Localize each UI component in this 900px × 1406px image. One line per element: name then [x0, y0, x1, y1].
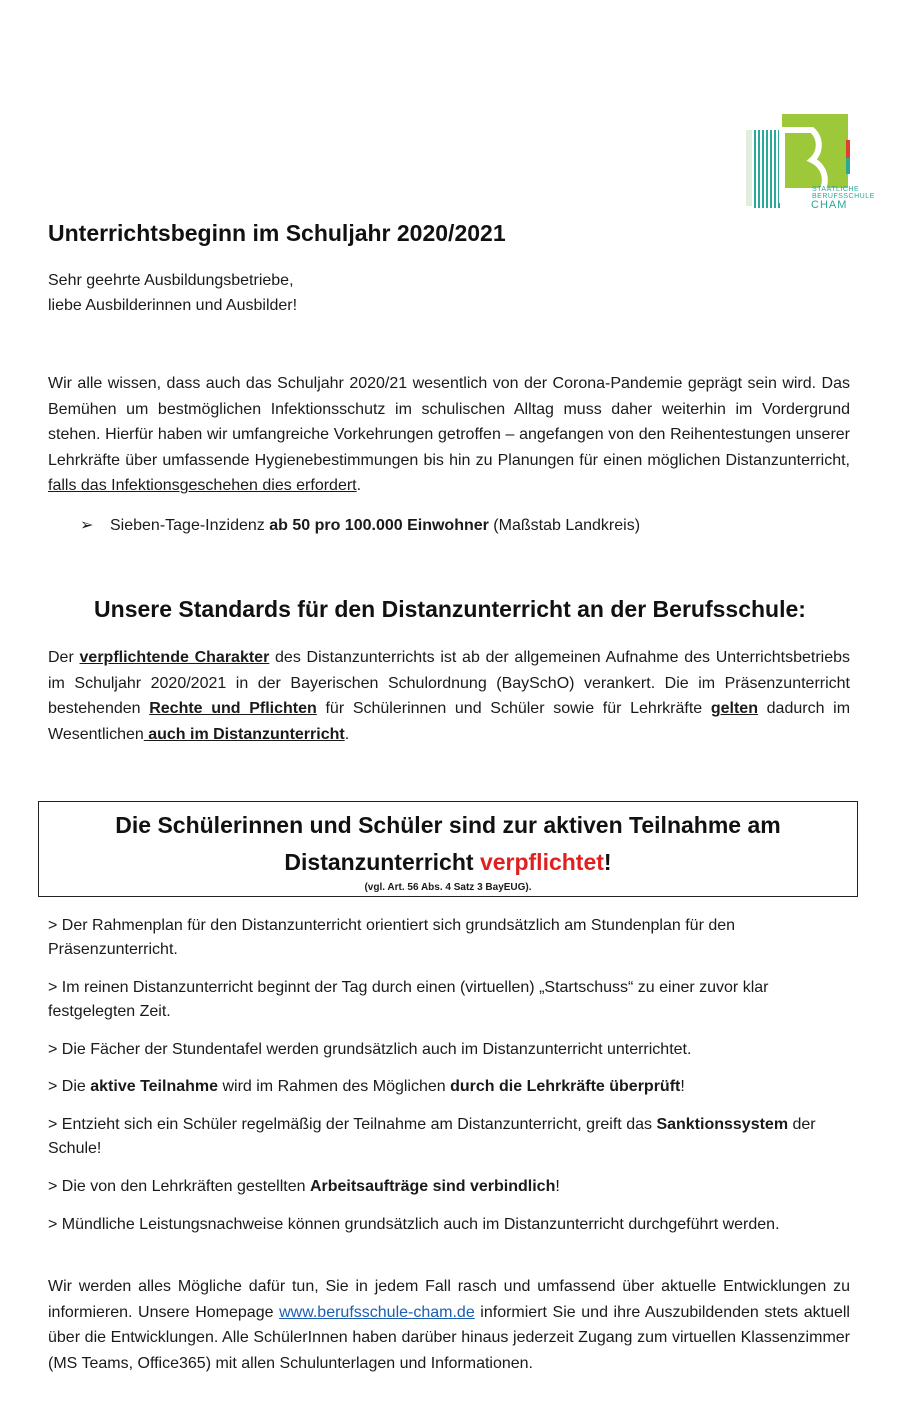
logo-cham: CHAM — [811, 199, 848, 211]
list-item — [48, 1113, 850, 1161]
intro-underlined: falls das Infektionsgeschehen dies erfordert — [48, 477, 357, 495]
standards-b3: gelten — [710, 700, 758, 718]
standards-b4: auch im Distanzunterricht — [143, 725, 345, 743]
salutation-line2: liebe Ausbilderinnen und Ausbilder! — [48, 297, 298, 314]
item6-a: > Die von den Lehrkräften gestellten — [48, 1178, 310, 1195]
logo-red-mark — [846, 140, 850, 158]
list-item: > Mündliche Leistungsnachweise können grundsätzlich auch im Distanzunterricht durchgeführt werden. — [48, 1216, 780, 1233]
item4-d: durch die Lehrkräfte überprüft — [450, 1078, 681, 1095]
item4-a: > Die — [48, 1078, 91, 1095]
item6-b: Arbeitsaufträge sind verbindlich — [309, 1178, 556, 1195]
arrow-bullet-icon: ➢ — [80, 517, 94, 534]
bullet-prefix: Sieben-Tage-Inzidenz — [110, 517, 270, 534]
box-reference: (vgl. Art. 56 Abs. 4 Satz 3 BayEUG). — [364, 882, 532, 893]
item5-c: der Schule! — [48, 1116, 816, 1157]
list-item: > Im reinen Distanzunterricht beginnt der Tag durch einen (virtuellen) „Startschuss“ zu einer zuvor klar festgelegten Zeit. — [48, 979, 769, 1020]
intro-text: Wir alle wissen, dass auch das Schuljahr 2020/21 wesentlich von der Corona-Pandemie geprägt sein wird. Das Bemühen um bestmöglichen Infektionsschutz im schulischen Alltag muss daher weiterhin im Vordergrund stehen. Hierfür haben wir umfangreiche Vorkehrungen getroffen – angefangen von den Reihentestungen unserer Lehrkräfte über umfassende Hygienebestimmungen bis hin zu Planungen für einen möglichen Distanzunterricht, — [48, 375, 850, 469]
item4-e: ! — [680, 1078, 685, 1095]
standards-t2: des Distanzunterrichts ist ab der allgemeinen Aufnahme des Unterrichtsbetriebs im Schuljahr 2020/2021 in der Bayerischen Schulordnung (BaySchO) verankert. Die im Präsenzunterricht bestehenden — [48, 649, 850, 718]
closing-t1: Wir werden alles Mögliche dafür tun, Sie in jedem Fall rasch und umfassend über aktuelle Entwicklungen zu informieren. Unsere Homepage — [48, 1278, 850, 1321]
standards-t4: dadurch im Wesentlichen — [48, 700, 851, 743]
item5-a: > Entzieht sich ein Schüler regelmäßig der Teilnahme am Distanzunterricht, greift das — [48, 1116, 657, 1133]
item4-b: aktive Teilnahme — [90, 1078, 219, 1095]
standards-b1: verpflichtende Charakter — [79, 649, 270, 666]
item5-b: Sanktionssystem — [656, 1116, 789, 1133]
list-item: > Der Rahmenplan für den Distanzunterricht orientiert sich grundsätzlich am Stundenplan für den Präsenzunterricht. — [48, 917, 736, 958]
list-item: > Die Fächer der Stundentafel werden grundsätzlich auch im Distanzunterricht unterrichtet. — [48, 1041, 692, 1058]
logo-stripes — [754, 130, 780, 208]
box-line2-start: Distanzunterricht — [284, 849, 480, 875]
box-line1: Die Schülerinnen und Schüler sind zur aktiven Teilnahme am — [115, 812, 781, 838]
item6-c: ! — [555, 1178, 560, 1195]
box-line2-red: verpflichtet — [479, 849, 604, 875]
salutation-line1: Sehr geehrte Ausbildungsbetriebe, — [48, 272, 294, 289]
obligation-box — [38, 801, 858, 897]
list-item — [48, 1075, 850, 1099]
box-line2 — [39, 844, 857, 881]
intro-end: . — [356, 477, 362, 495]
item4-c: wird im Rahmen des Möglichen — [218, 1078, 451, 1095]
standards-paragraph — [48, 645, 850, 747]
bullet-suffix: (Maßstab Landkreis) — [488, 517, 641, 534]
closing-paragraph — [48, 1274, 850, 1376]
bullet-bold: ab 50 pro 100.000 Einwohner — [269, 517, 489, 534]
standards-heading: Unsere Standards für den Distanzunterricht an der Berufsschule: — [94, 596, 806, 622]
standards-t1: Der — [48, 649, 80, 666]
salutation — [48, 268, 297, 318]
homepage-link[interactable]: www.berufsschule-cham.de — [279, 1303, 475, 1321]
intro-paragraph — [48, 371, 850, 499]
logo-line1: STAATLICHE — [812, 186, 860, 193]
standards-t5: . — [344, 725, 350, 743]
list-item — [48, 1175, 850, 1199]
standards-t3: für Schülerinnen und Schüler sowie für Lehrkräfte — [316, 700, 711, 718]
logo-line2: BERUFSSCHULE — [812, 193, 875, 200]
incidence-bullet — [80, 515, 640, 535]
box-line2-end: ! — [603, 849, 612, 875]
document-title: Unterrichtsbeginn im Schuljahr 2020/2021 — [48, 220, 506, 246]
standards-b2: Rechte und Pflichten — [149, 700, 317, 718]
closing-t2: informiert Sie und ihre Auszubildenden stets aktuell über die Entwicklungen. Alle SchülerInnen haben darüber hinaus jederzeit Zugang zum virtuellen Klassenzimmer (MS Teams, Office365) mit allen Schulunterlagen und Informationen. — [48, 1303, 850, 1372]
